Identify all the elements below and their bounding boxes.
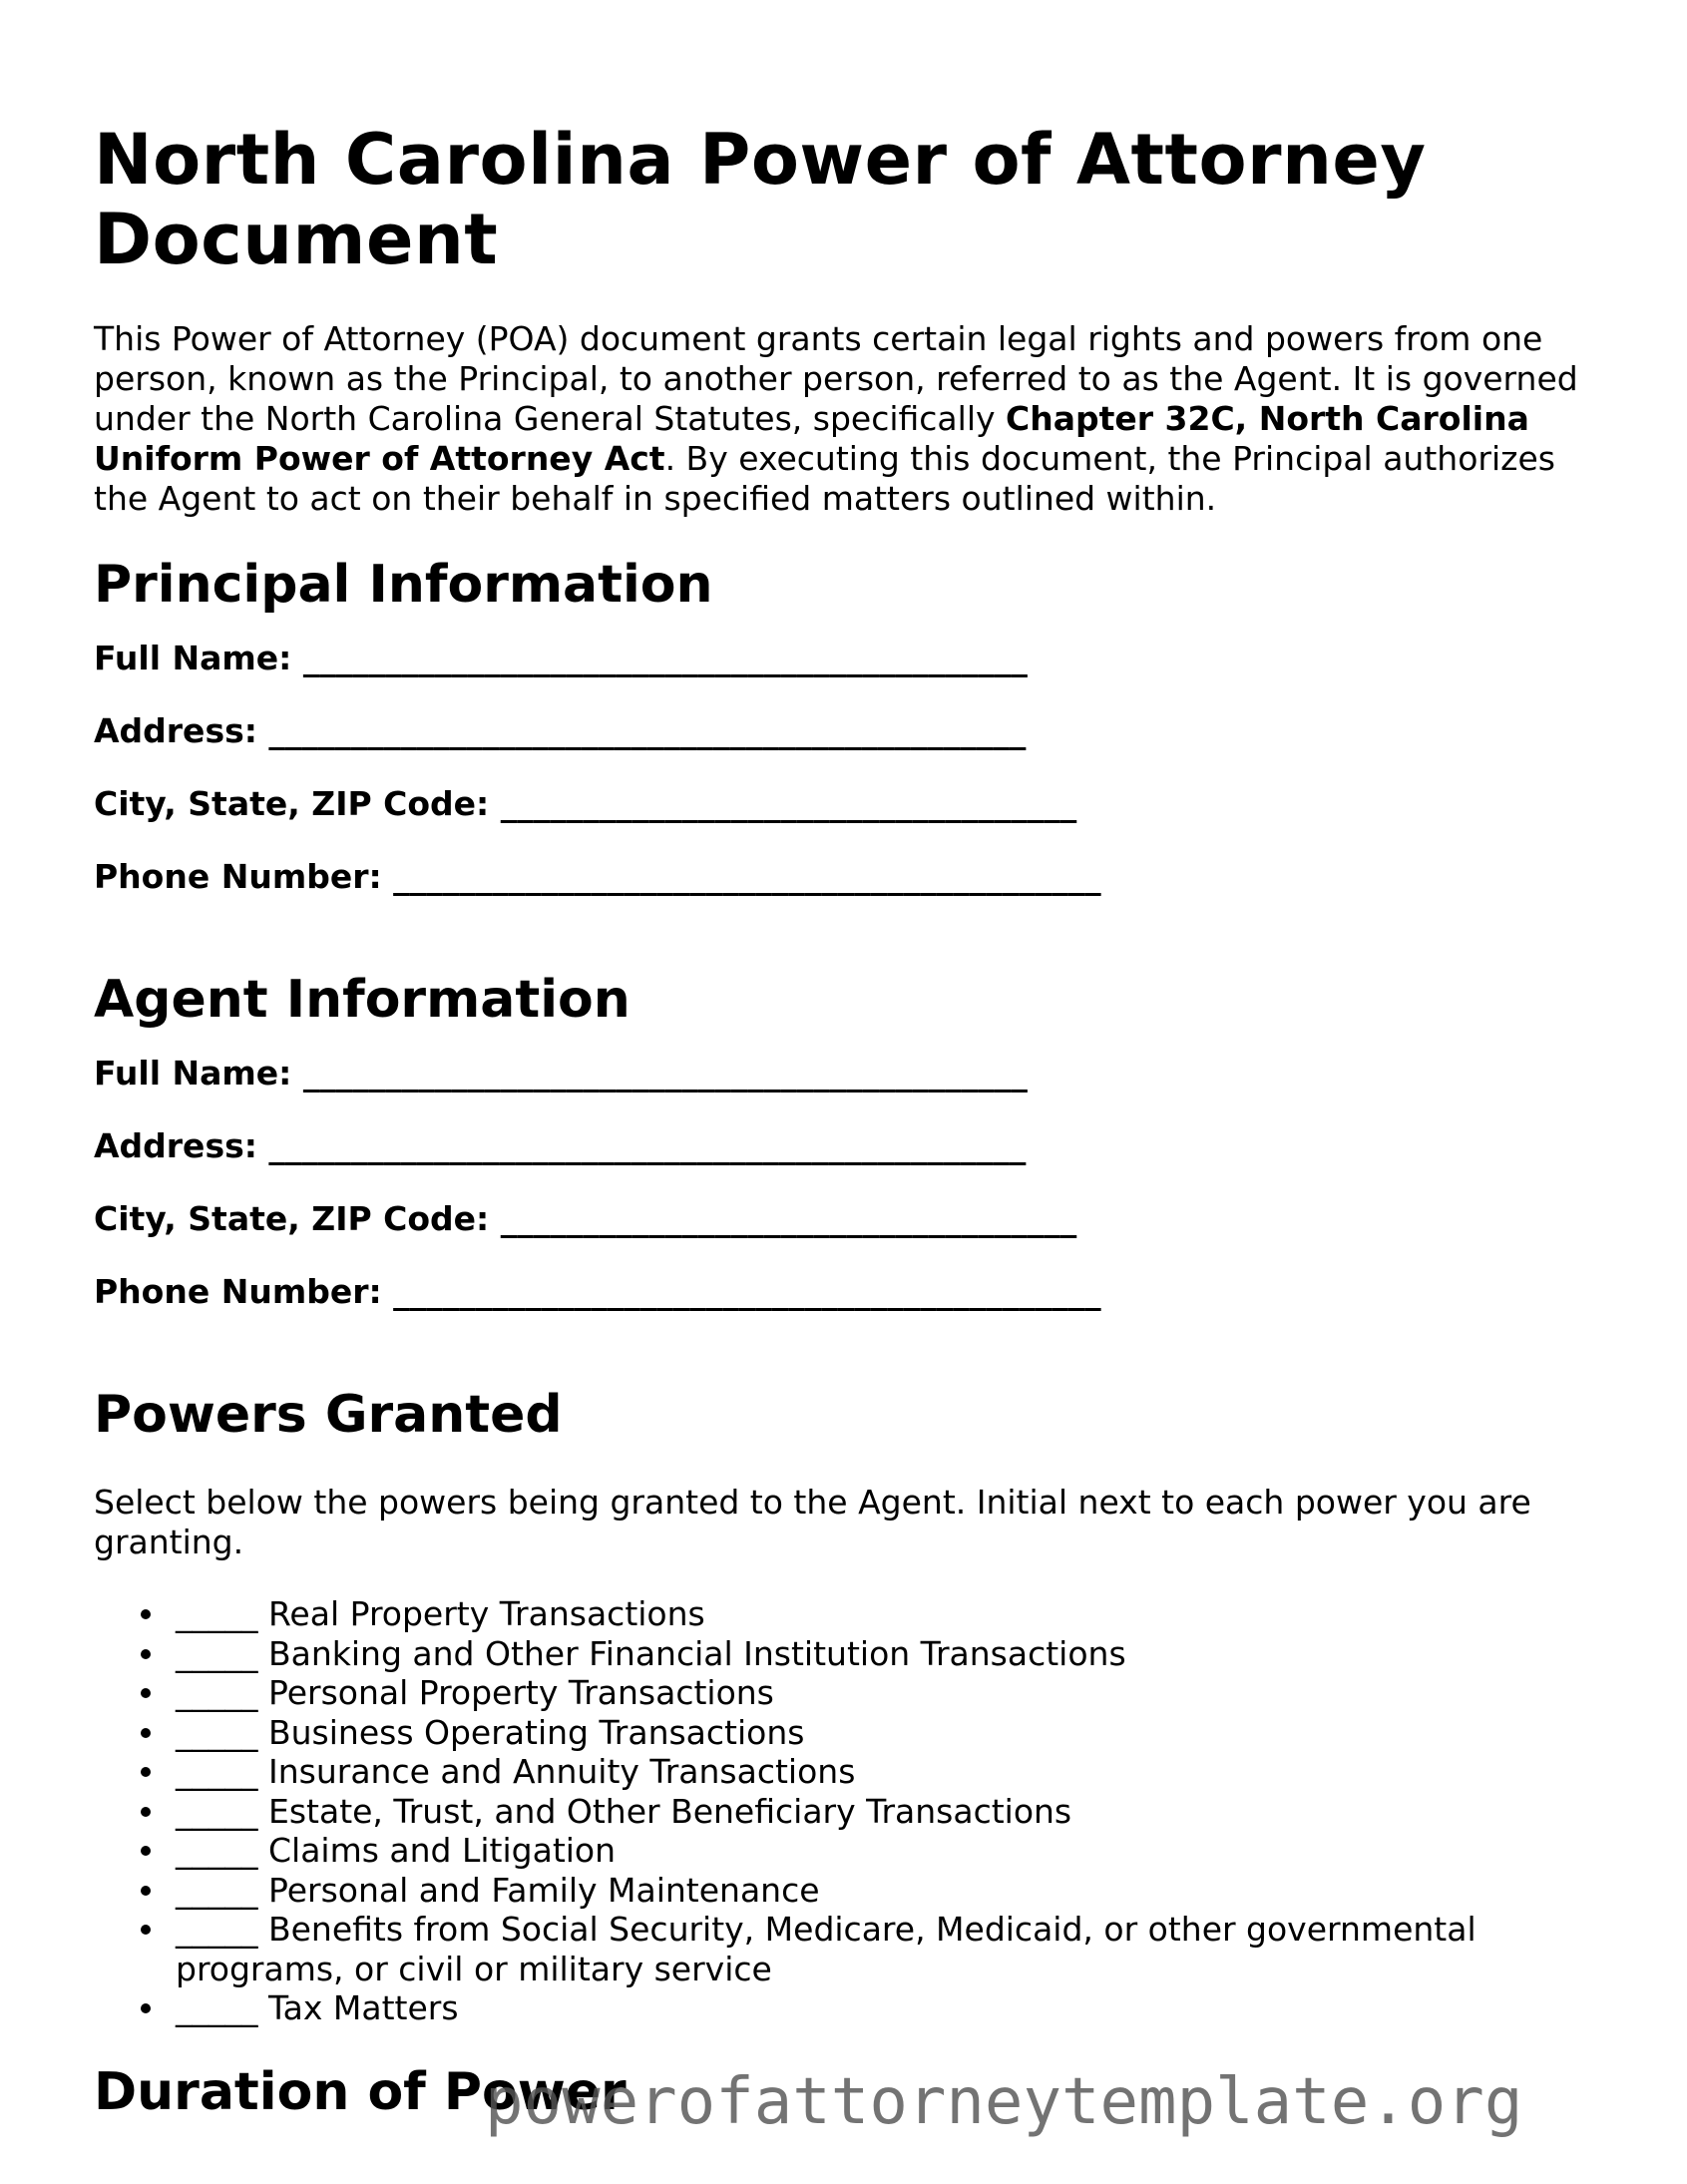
- power-item-family-maintenance[interactable]: _____ Personal and Family Maintenance: [94, 1871, 1612, 1911]
- power-item-business-operating[interactable]: _____ Business Operating Transactions: [94, 1713, 1612, 1753]
- agent-fields: [94, 1054, 1610, 1345]
- powers-instructions: Select below the powers being granted to the Agent. Initial next to each power you are granting.: [94, 1483, 1531, 1561]
- principal-city-state-zip-field[interactable]: City, State, ZIP Code: ___________________________________: [94, 784, 1077, 823]
- agent-address-field[interactable]: Address: ______________________________________________: [94, 1126, 1027, 1165]
- document-title: North Carolina Power of Attorney Document: [94, 119, 1427, 280]
- power-item-claims-litigation[interactable]: _____ Claims and Litigation: [94, 1831, 1612, 1871]
- agent-phone-number-field[interactable]: Phone Number: ___________________________________________: [94, 1272, 1101, 1311]
- intro-paragraph: [94, 319, 1600, 519]
- intro-text-end: . By executing this document, the Principal authorizes the Agent to act on their behalf in specified matters outlined within.: [94, 439, 1555, 518]
- site-watermark: powerofattorneytemplate.org: [485, 2065, 1523, 2139]
- principal-fields: [94, 639, 1610, 930]
- powers-granted-heading: Powers Granted: [94, 1385, 563, 1445]
- document-body: [94, 120, 1610, 2122]
- power-item-estate-trust[interactable]: _____ Estate, Trust, and Other Beneficiary Transactions: [94, 1792, 1612, 1832]
- power-item-personal-property[interactable]: _____ Personal Property Transactions: [94, 1673, 1612, 1713]
- principal-information-heading: Principal Information: [94, 555, 713, 615]
- power-item-tax-matters[interactable]: _____ Tax Matters: [94, 1988, 1612, 2028]
- powers-list: [94, 1594, 1610, 2028]
- intro-statute-reference: Chapter 32C, North Carolina Uniform Power of Attorney Act: [94, 399, 1529, 478]
- agent-information-heading: Agent Information: [94, 970, 631, 1030]
- power-item-real-property[interactable]: _____ Real Property Transactions: [94, 1594, 1612, 1634]
- principal-full-name-field[interactable]: Full Name: ____________________________________________: [94, 639, 1028, 677]
- agent-city-state-zip-field[interactable]: City, State, ZIP Code: ___________________________________: [94, 1199, 1077, 1238]
- intro-text-start: This Power of Attorney (POA) document grants certain legal rights and powers from one person, known as the Principal, to another person, referred to as the Agent. It is governed under the North Carolina General Statutes, specifically: [94, 319, 1578, 438]
- power-item-insurance-annuity[interactable]: _____ Insurance and Annuity Transactions: [94, 1752, 1612, 1792]
- agent-full-name-field[interactable]: Full Name: ____________________________________________: [94, 1054, 1028, 1092]
- principal-phone-number-field[interactable]: Phone Number: ___________________________________________: [94, 857, 1101, 896]
- duration-of-power-heading: Duration of Power: [94, 2061, 627, 2122]
- power-item-government-benefits[interactable]: _____ Benefits from Social Security, Medicare, Medicaid, or other governmental programs, or civil or military service: [94, 1910, 1612, 1988]
- power-item-banking[interactable]: _____ Banking and Other Financial Institution Transactions: [94, 1634, 1612, 1674]
- principal-address-field[interactable]: Address: ______________________________________________: [94, 711, 1027, 750]
